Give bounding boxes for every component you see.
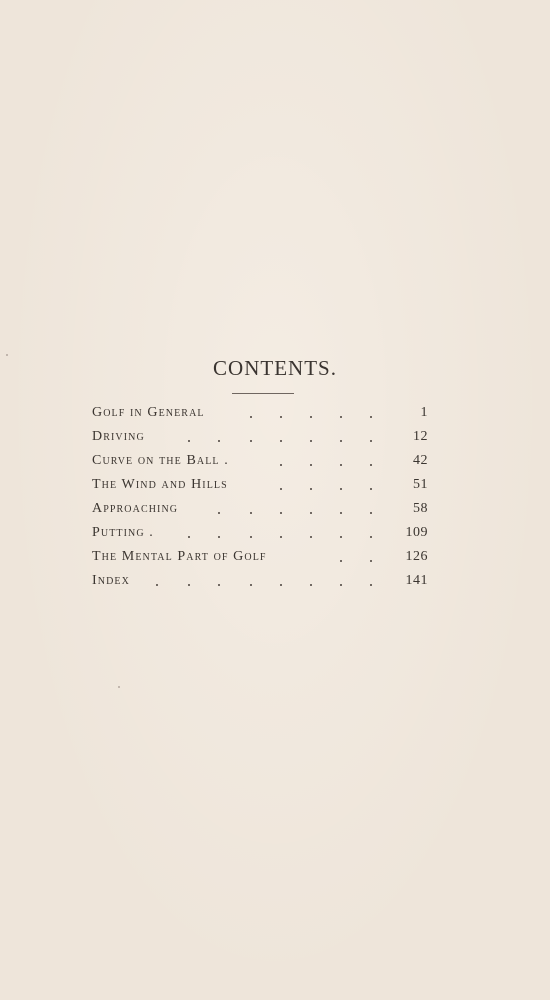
toc-entry-title: The Wind and Hills bbox=[92, 477, 228, 492]
toc-entry-title: Index bbox=[92, 573, 130, 588]
toc-page-number: 109 bbox=[405, 525, 428, 540]
toc-row-putting[interactable] bbox=[0, 525, 550, 545]
leader-dot bbox=[310, 464, 312, 466]
leader-dot bbox=[340, 560, 342, 562]
leader-dot bbox=[370, 536, 372, 538]
leader-dot bbox=[370, 464, 372, 466]
toc-page-number: 12 bbox=[413, 429, 428, 444]
leader-dot bbox=[310, 416, 312, 418]
toc-row-driving[interactable] bbox=[0, 429, 550, 449]
leader-dot bbox=[218, 536, 220, 538]
leader-dot bbox=[280, 536, 282, 538]
leader-dot bbox=[218, 440, 220, 442]
toc-row-the-mental-part-of-golf[interactable] bbox=[0, 549, 550, 569]
toc-page-number: 51 bbox=[413, 477, 428, 492]
leader-dot bbox=[280, 488, 282, 490]
leader-dot bbox=[370, 488, 372, 490]
toc-row-approaching[interactable] bbox=[0, 501, 550, 521]
leader-dot bbox=[218, 512, 220, 514]
toc-entry-title: Curve on the Ball . bbox=[92, 453, 229, 468]
leader-dot bbox=[280, 464, 282, 466]
leader-dot bbox=[250, 416, 252, 418]
leader-dot bbox=[340, 464, 342, 466]
leader-dot bbox=[250, 512, 252, 514]
toc-page-number: 42 bbox=[413, 453, 428, 468]
toc-entry-title: Golf in General bbox=[92, 405, 205, 420]
heading-rule bbox=[232, 393, 294, 394]
toc-row-curve-on-the-ball[interactable] bbox=[0, 453, 550, 473]
toc-entry-title: Driving bbox=[92, 429, 145, 444]
leader-dot bbox=[340, 536, 342, 538]
toc-row-index[interactable] bbox=[0, 573, 550, 593]
leader-dot bbox=[370, 584, 372, 586]
toc-entry-title: Approaching bbox=[92, 501, 179, 516]
leader-dot bbox=[188, 440, 190, 442]
toc-page-number: 141 bbox=[405, 573, 428, 588]
leader-dot bbox=[310, 488, 312, 490]
toc-row-golf-in-general[interactable] bbox=[0, 405, 550, 425]
leader-dot bbox=[310, 440, 312, 442]
leader-dot bbox=[280, 440, 282, 442]
leader-dot bbox=[310, 512, 312, 514]
contents-heading: CONTENTS. bbox=[213, 356, 337, 380]
leader-dot bbox=[370, 512, 372, 514]
leader-dot bbox=[370, 416, 372, 418]
leader-dot bbox=[340, 584, 342, 586]
toc-entry-title: Putting . bbox=[92, 525, 154, 540]
leader-dot bbox=[340, 488, 342, 490]
toc-page-number: 126 bbox=[405, 549, 428, 564]
leader-dot bbox=[156, 584, 158, 586]
leader-dot bbox=[340, 440, 342, 442]
paper-speck bbox=[118, 686, 120, 688]
toc-row-the-wind-and-hills[interactable] bbox=[0, 477, 550, 497]
leader-dot bbox=[250, 584, 252, 586]
leader-dot bbox=[280, 584, 282, 586]
leader-dot bbox=[310, 536, 312, 538]
leader-dot bbox=[280, 512, 282, 514]
toc-entry-title: The Mental Part of Golf bbox=[92, 549, 267, 564]
leader-dot bbox=[250, 536, 252, 538]
leader-dot bbox=[188, 584, 190, 586]
leader-dot bbox=[218, 584, 220, 586]
toc-page-number: 58 bbox=[413, 501, 428, 516]
leader-dot bbox=[340, 416, 342, 418]
leader-dot bbox=[370, 440, 372, 442]
toc-page-number: 1 bbox=[420, 405, 428, 420]
leader-dot bbox=[340, 512, 342, 514]
leader-dot bbox=[370, 560, 372, 562]
leader-dot bbox=[188, 536, 190, 538]
leader-dot bbox=[250, 440, 252, 442]
leader-dot bbox=[310, 584, 312, 586]
leader-dot bbox=[280, 416, 282, 418]
